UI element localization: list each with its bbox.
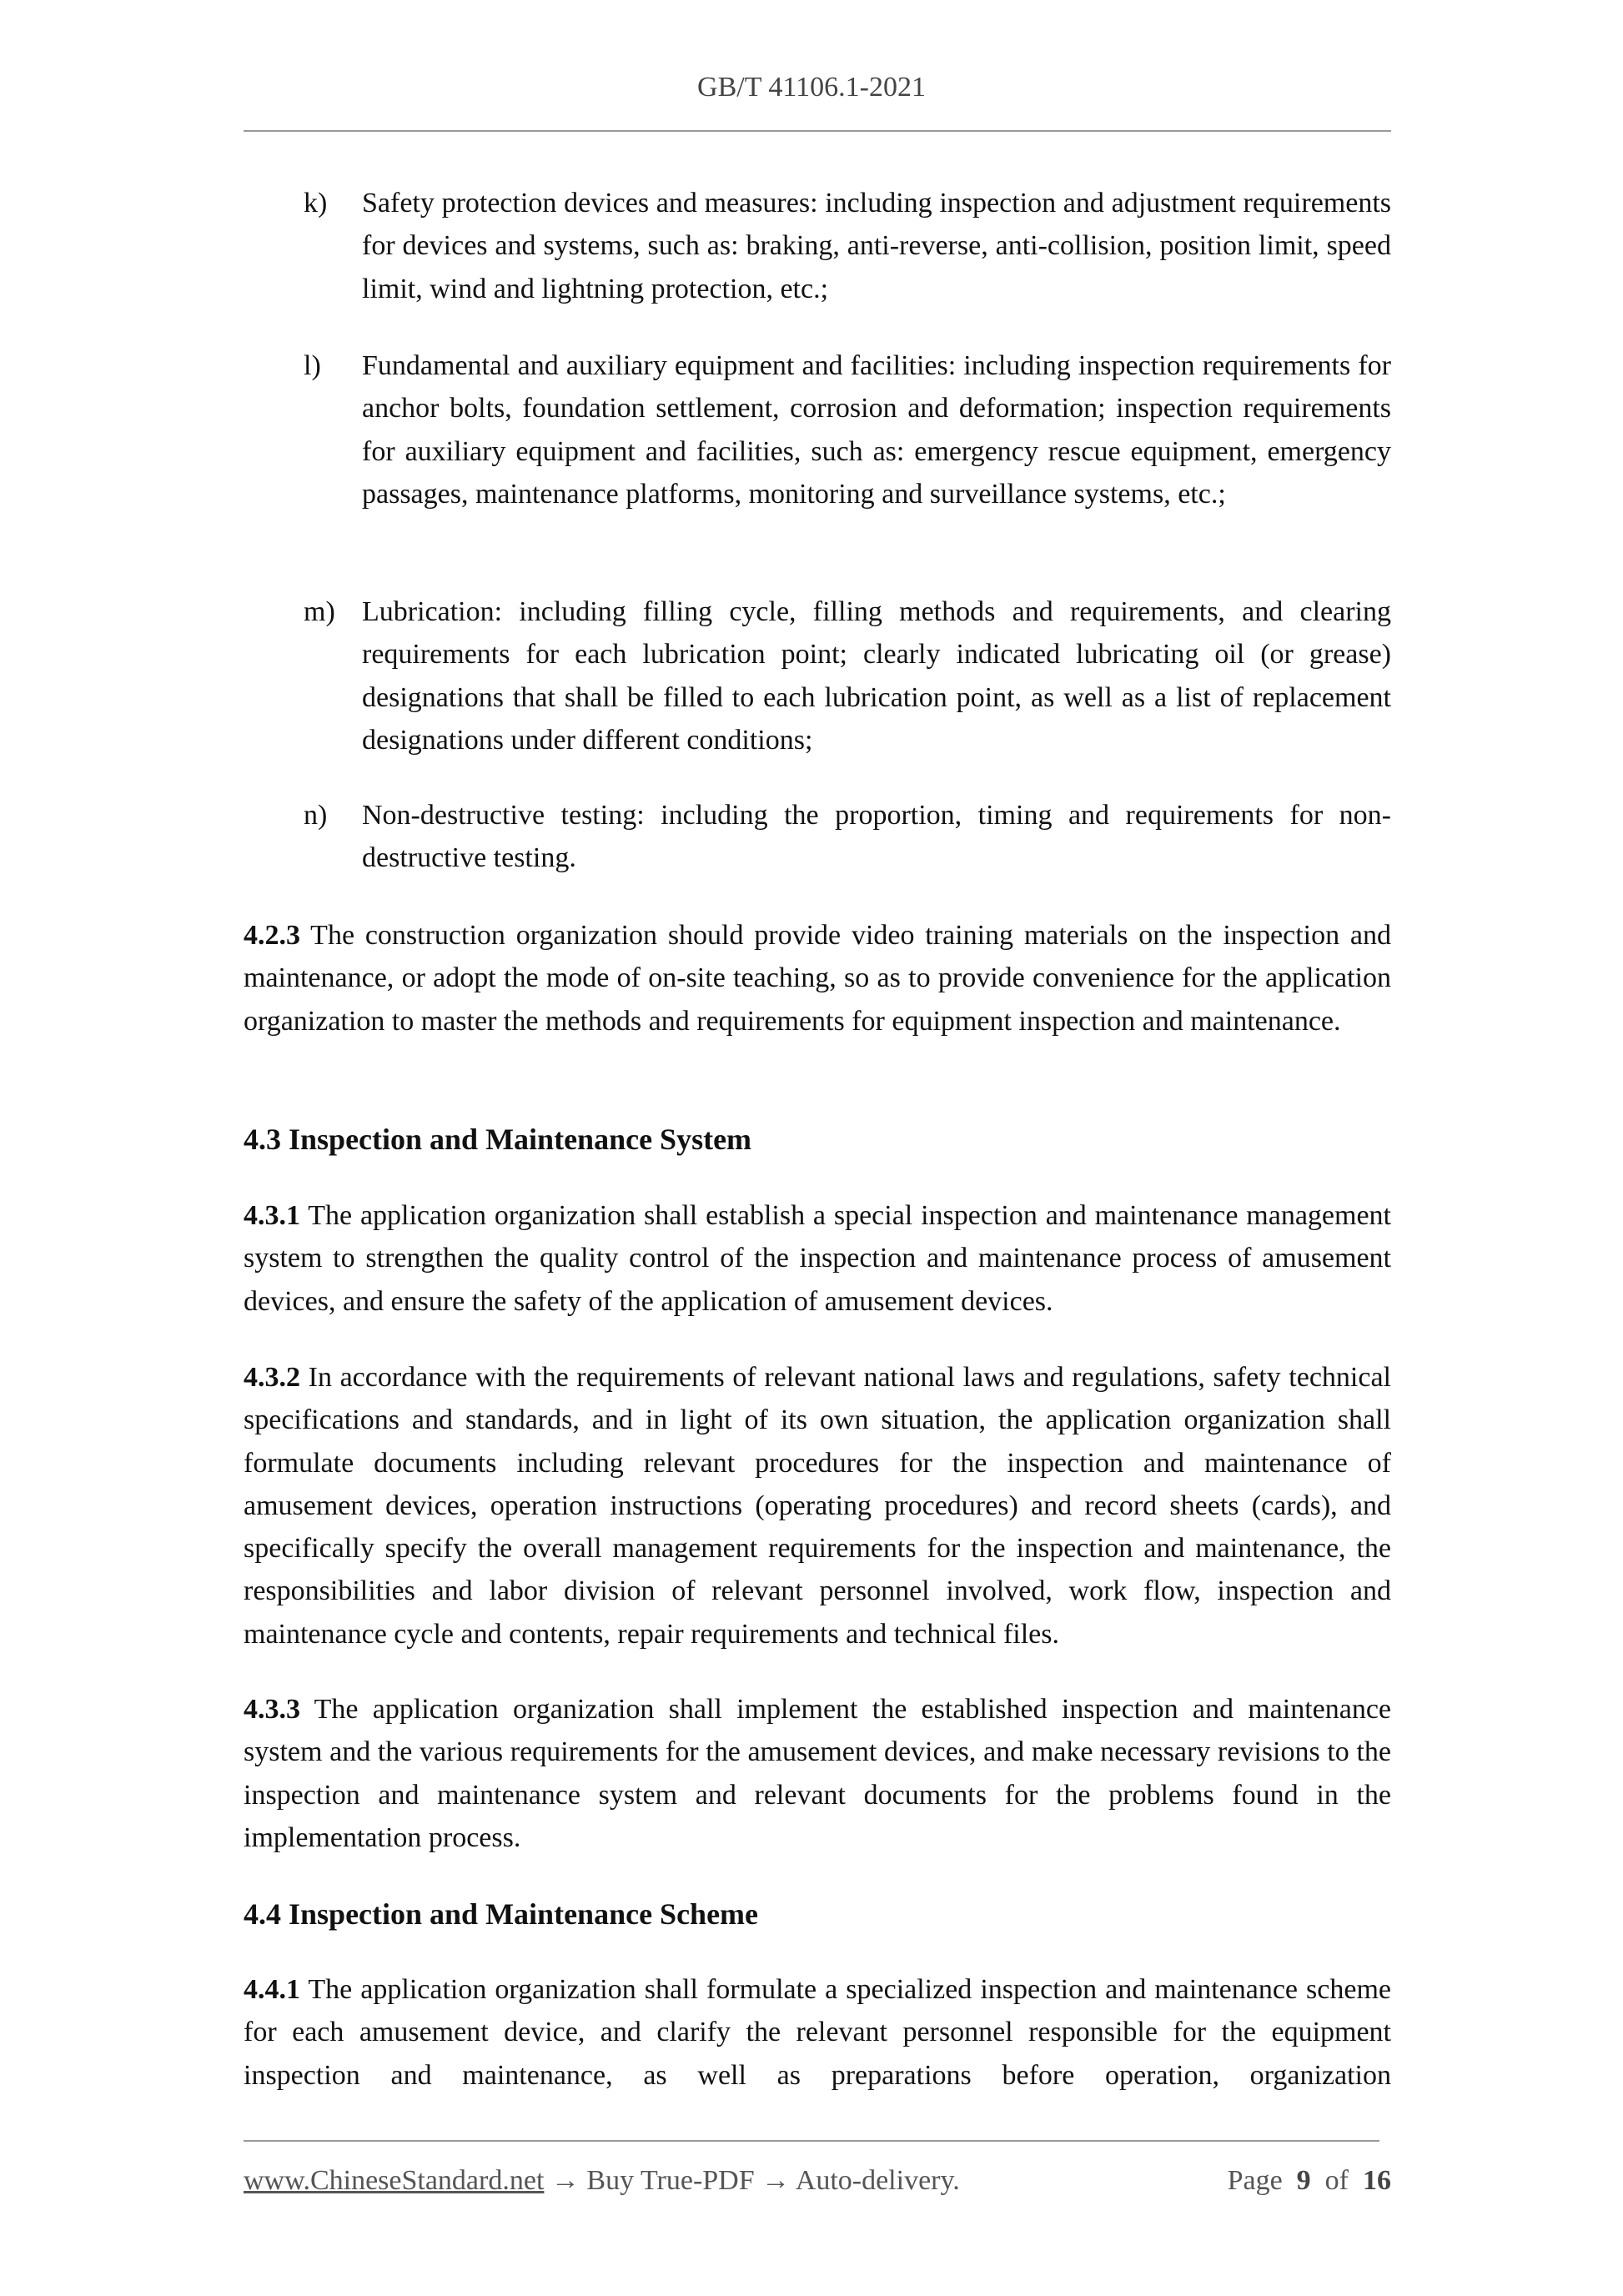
header-divider <box>244 130 1391 132</box>
list-item-m <box>304 590 1391 761</box>
clause-4-3-1 <box>244 1194 1391 1323</box>
list-item-text: Lubrication: including filling cycle, filling methods and requirements, and clearing requirements for each lubrication point; clearly indicated lubricating oil (or grease) designations that shall be filled to each lubrication point, as well as a list of replacement designations under different conditions; <box>362 596 1391 756</box>
page-indicator <box>1228 2165 1391 2197</box>
clause-4-2-3 <box>244 914 1391 1042</box>
clause-text: The application organization shall establish a special inspection and maintenance management system to strengthen the quality control of the inspection and maintenance process of amusement devices, and ensure the safety of the application of amusement devices. <box>244 1200 1391 1317</box>
website-link[interactable]: www.ChineseStandard.net <box>244 2165 545 2196</box>
list-marker: m) <box>304 596 335 627</box>
list-item-k <box>304 182 1391 310</box>
clause-number: 4.3.2 <box>244 1362 300 1393</box>
list-item-l <box>304 344 1391 515</box>
page-number: 9 <box>1296 2165 1311 2196</box>
of-label: of <box>1324 2165 1349 2196</box>
document-id-header: GB/T 41106.1-2021 <box>697 72 926 103</box>
list-marker: n) <box>304 800 328 831</box>
footer <box>244 2165 1391 2197</box>
section-heading-4-4: 4.4 Inspection and Maintenance Scheme <box>244 1897 759 1931</box>
clause-4-4-1 <box>244 1968 1391 2097</box>
list-item-text: Safety protection devices and measures: including inspection and adjustment requirements for devices and systems, such as: braking, anti-reverse, anti-collision, position limit, speed limit, wind and lightning protection, etc.; <box>362 188 1391 304</box>
total-pages: 16 <box>1363 2165 1391 2196</box>
clause-number: 4.3.1 <box>244 1200 300 1231</box>
section-heading-4-3: 4.3 Inspection and Maintenance System <box>244 1123 752 1156</box>
clause-4-3-3 <box>244 1688 1391 1859</box>
clause-4-3-2 <box>244 1356 1391 1655</box>
clause-text: The application organization shall implement the established inspection and maintenance system and the various requirements for the amusement devices, and make necessary revisions to the inspection and maintenance system and relevant documents for the problems found in the implementation process. <box>244 1694 1391 1853</box>
arrow-icon: → <box>544 2165 587 2196</box>
list-item-text: Non-destructive testing: including the proportion, timing and requirements for non-destructive testing. <box>362 800 1391 874</box>
clause-text: The application organization shall formulate a specialized inspection and maintenance scheme for each amusement device, and clarify the relevant personnel responsible for the equipment inspection and maintenance, as well as preparations before operation, organization <box>244 1974 1391 2091</box>
clause-text: The construction organization should provide video training materials on the inspection and maintenance, or adopt the mode of on-site teaching, so as to provide convenience for the application organization to master the methods and requirements for equipment inspection and maintenance. <box>244 920 1391 1037</box>
list-item-text: Fundamental and auxiliary equipment and facilities: including inspection requirements for anchor bolts, foundation settlement, corrosion and deformation; inspection requirements for auxiliary equipment and facilities, such as: emergency rescue equipment, emergency passages, maintenance platforms, monitoring and surveillance systems, etc.; <box>362 350 1391 510</box>
clause-number: 4.4.1 <box>244 1974 300 2005</box>
list-item-n <box>304 794 1391 880</box>
delivery-text: Auto-delivery. <box>795 2165 960 2196</box>
clause-text: In accordance with the requirements of relevant national laws and regulations, safety technical specifications and standards, and in light of its own situation, the application organization shall formulate documents including relevant procedures for the inspection and maintenance of amusement devices, operation instructions (operating procedures) and record sheets (cards), and specifically specify the overall management requirements for the inspection and maintenance, the responsibilities and labor division of relevant personnel involved, work flow, inspection and maintenance cycle and contents, repair requirements and technical files. <box>244 1362 1391 1650</box>
clause-number: 4.2.3 <box>244 920 300 951</box>
list-marker: k) <box>304 188 328 219</box>
clause-number: 4.3.3 <box>244 1694 300 1725</box>
page-label: Page <box>1227 2165 1283 2196</box>
footer-divider <box>244 2140 1379 2142</box>
arrow-icon: → <box>754 2165 796 2196</box>
buy-text: Buy True-PDF <box>586 2165 755 2196</box>
list-marker: l) <box>304 350 321 381</box>
